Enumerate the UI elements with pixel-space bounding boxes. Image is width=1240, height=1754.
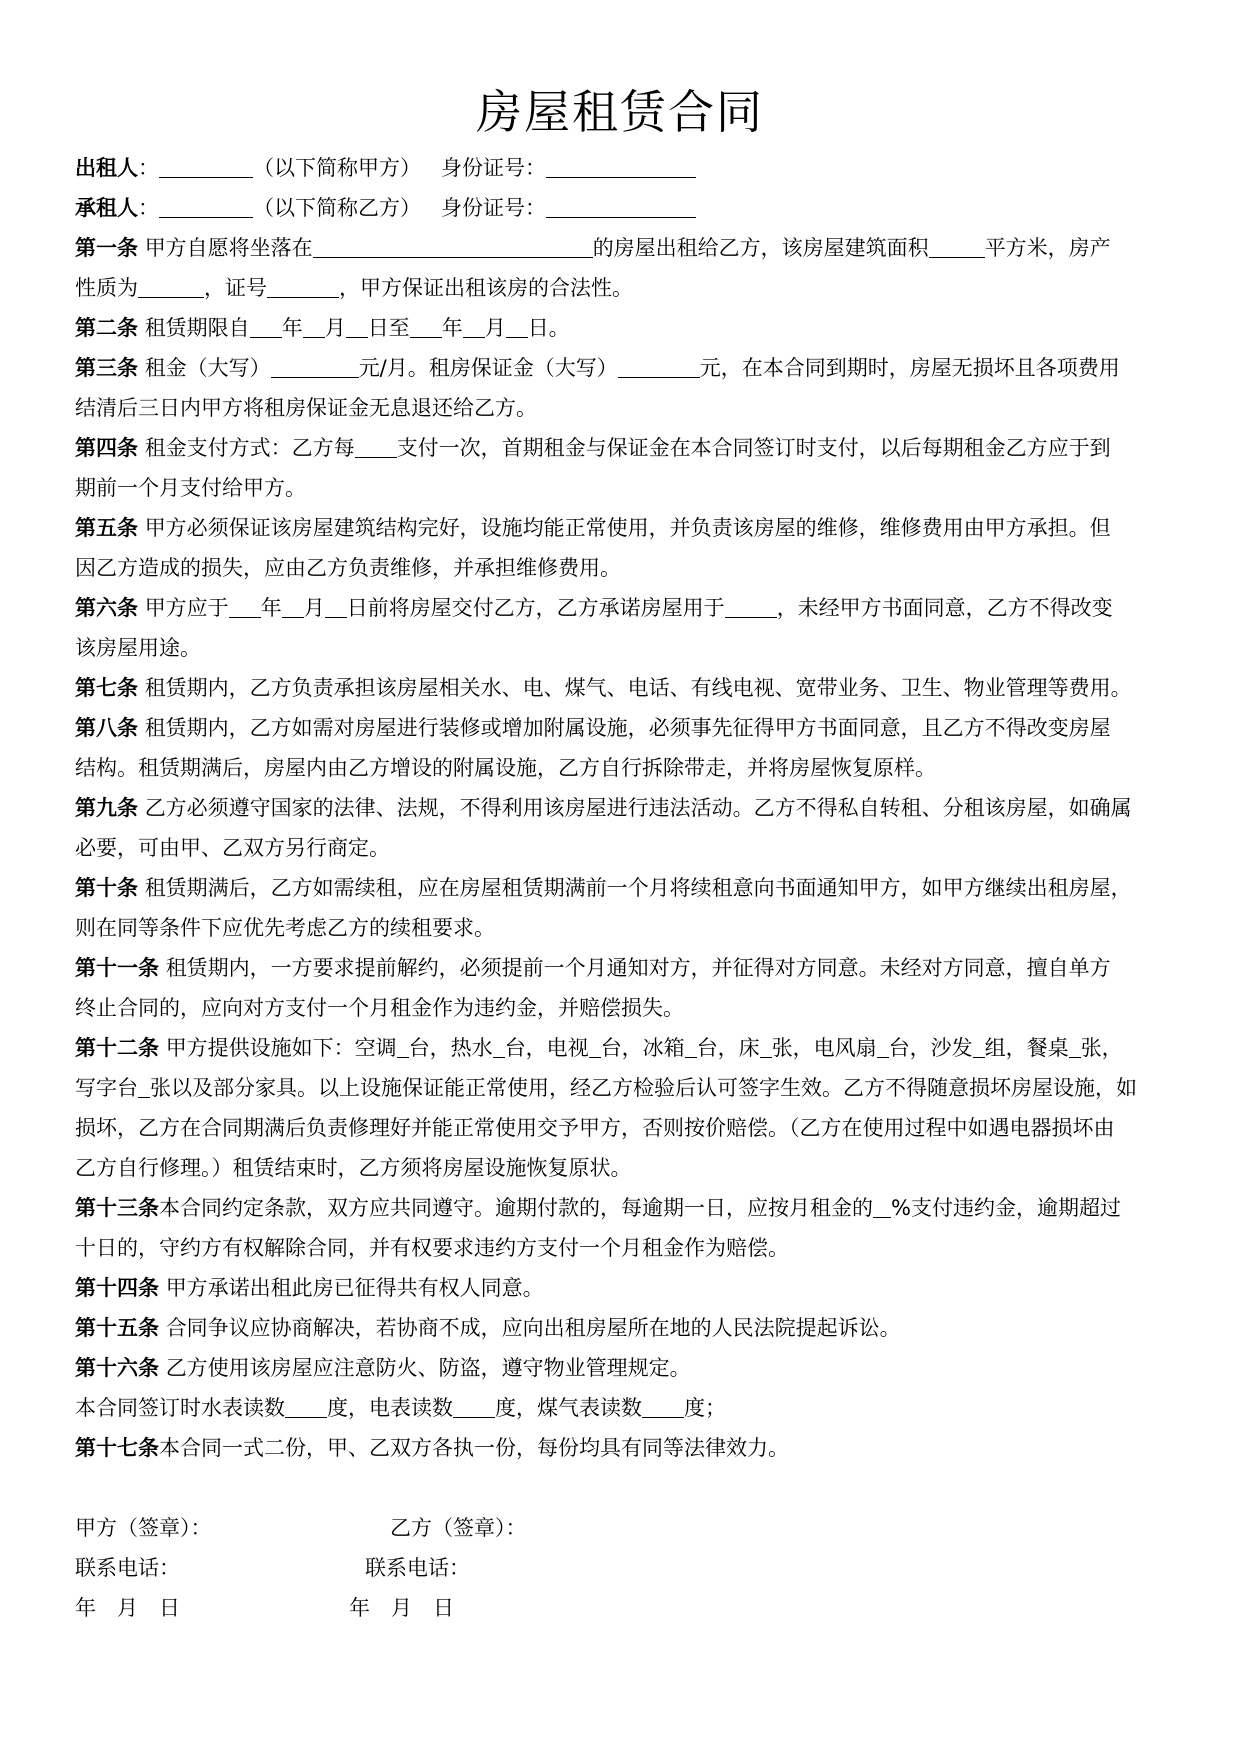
signature-row — [75, 1508, 1185, 1548]
blank — [355, 433, 397, 458]
article-16-line-1 — [75, 1348, 1185, 1388]
article-text: 甲方应于 — [144, 596, 229, 620]
article-text: 台，床 — [696, 1036, 760, 1060]
article-text: 十日的，守约方有权解除合同，并有权要求违约方支付一个月租金作为赔偿。 — [75, 1236, 789, 1260]
article-text: 乙方必须遵守国家的法律、法规，不得利用该房屋进行违法活动。乙方不得私自转租、分租该房屋，如确属 — [144, 796, 1132, 820]
article-1-line-2 — [75, 268, 1185, 308]
party-a-date: 年 月 日 — [75, 1596, 180, 1620]
lessee-id-blank — [546, 193, 696, 218]
article-text: 租金支付方式：乙方每 — [144, 436, 355, 460]
blank — [493, 1033, 505, 1058]
article-text: 损坏，乙方在合同期满后负责修理好并能正常使用交予甲方，否则按价赔偿。（乙方在使用过程中如遇电器损坏由 — [75, 1116, 1115, 1140]
article-13-line-2 — [75, 1228, 1185, 1268]
article-text: 甲方必须保证该房屋建筑结构完好，设施均能正常使用，并负责该房屋的维修，维修费用由甲方承担。但 — [144, 516, 1111, 540]
article-8-line-1 — [75, 708, 1185, 748]
blank — [685, 1033, 697, 1058]
article-10-line-1 — [75, 868, 1185, 908]
lessor-suffix: （以下简称甲方） — [253, 156, 421, 180]
article-text: 因乙方造成的损失，应由乙方负责维修，并承担维修费用。 — [75, 556, 621, 580]
blank — [973, 1033, 985, 1058]
blank — [618, 353, 700, 378]
blank — [410, 313, 442, 338]
article-text: 张以及部分家具。以上设施保证能正常使用，经乙方检验后认可签字生效。乙方不得随意损坏房屋设施，如 — [150, 1076, 1137, 1100]
article-label: 第十六条 — [75, 1356, 159, 1380]
article-label: 第十四条 — [75, 1276, 159, 1300]
article-1-line-1 — [75, 228, 1185, 268]
article-text: 租赁期内，乙方如需对房屋进行装修或增加附属设施，必须事先征得甲方书面同意，且乙方不得改变房屋 — [144, 716, 1111, 740]
article-text: 月 — [484, 316, 506, 340]
article-label: 第十条 — [75, 876, 138, 900]
article-label: 第七条 — [75, 676, 138, 700]
blank — [138, 273, 204, 298]
article-7-line-1 — [75, 668, 1185, 708]
colon: ： — [138, 196, 159, 220]
article-text: 合同争议应协商解决，若协商不成，应向出租房屋所在地的人民法院提起诉讼。 — [165, 1316, 901, 1340]
party-b-signature-label: 乙方（签章）： — [390, 1516, 527, 1540]
article-label: 第八条 — [75, 716, 138, 740]
page-title: 房屋租赁合同 — [476, 85, 764, 139]
article-text: 年 — [260, 596, 282, 620]
lessor-id-blank — [546, 153, 696, 178]
blank — [929, 233, 985, 258]
lessee-name-blank — [159, 193, 253, 218]
article-text: 元/月。租房保证金（大写） — [358, 356, 618, 380]
meter-readings-line — [75, 1388, 1185, 1428]
lessor-name-blank — [159, 153, 253, 178]
blank — [267, 273, 339, 298]
article-label: 第六条 — [75, 596, 138, 620]
party-b-phone-label: 联系电话： — [365, 1556, 470, 1580]
article-10-line-2 — [75, 908, 1185, 948]
article-text: 本合同约定条款，双方应共同遵守。逾期付款的，每逾期一日，应按月租金的 — [159, 1196, 873, 1220]
lessor-line — [75, 148, 1185, 188]
article-text: 月 — [303, 596, 325, 620]
blank — [282, 593, 304, 618]
blank — [325, 593, 347, 618]
article-text: %支付违约金，逾期超过 — [891, 1196, 1121, 1220]
article-2-line-1 — [75, 308, 1185, 348]
blank — [313, 233, 593, 258]
article-label: 第九条 — [75, 796, 138, 820]
article-4-line-1 — [75, 428, 1185, 468]
article-text: 日。 — [527, 316, 570, 340]
blank — [642, 1393, 684, 1418]
blank — [1069, 1033, 1081, 1058]
article-text: 台，冰箱 — [600, 1036, 685, 1060]
blank — [589, 1033, 601, 1058]
article-text: 租金（大写） — [144, 356, 271, 380]
blank — [138, 1073, 150, 1098]
article-5-line-1 — [75, 508, 1185, 548]
article-text: 日前将房屋交付乙方，乙方承诺房屋用于 — [346, 596, 725, 620]
article-text: 本合同一式二份，甲、乙双方各执一份，每份均具有同等法律效力。 — [159, 1436, 789, 1460]
article-9-line-2 — [75, 828, 1185, 868]
article-3-line-2 — [75, 388, 1185, 428]
spacer — [75, 1468, 1185, 1508]
article-text: 期前一个月支付给甲方。 — [75, 476, 306, 500]
article-text: 日至 — [367, 316, 410, 340]
blank — [346, 313, 368, 338]
article-12-line-4 — [75, 1148, 1185, 1188]
article-text: 的房屋出租给乙方，该房屋建筑面积 — [592, 236, 929, 260]
article-text: 元，在本合同到期时，房屋无损坏且各项费用 — [699, 356, 1120, 380]
blank — [285, 1393, 327, 1418]
article-11-line-2 — [75, 988, 1185, 1028]
article-text: ，未经甲方书面同意，乙方不得改变 — [776, 596, 1113, 620]
article-label: 第十五条 — [75, 1316, 159, 1340]
article-text: ，甲方保证出租该房的合法性。 — [339, 276, 633, 300]
meter-text: 度，电表读数 — [327, 1396, 453, 1420]
article-6-line-2 — [75, 628, 1185, 668]
article-text: 甲方承诺出租此房已征得共有权人同意。 — [165, 1276, 544, 1300]
article-label: 第五条 — [75, 516, 138, 540]
article-12-line-2 — [75, 1068, 1185, 1108]
article-8-line-2 — [75, 748, 1185, 788]
article-text: 年 — [281, 316, 303, 340]
article-text: 乙方自行修理。）租赁结束时，乙方须将房屋设施恢复原状。 — [75, 1156, 632, 1180]
article-text: 平方米，房产 — [984, 236, 1111, 260]
article-4-line-2 — [75, 468, 1185, 508]
blank — [506, 313, 528, 338]
article-17-line-1 — [75, 1428, 1185, 1468]
blank — [463, 313, 485, 338]
lessee-id-label: 身份证号： — [441, 196, 547, 220]
article-12-line-1 — [75, 1028, 1185, 1068]
blank — [250, 313, 282, 338]
article-6-line-1 — [75, 588, 1185, 628]
article-text: 终止合同的，应向对方支付一个月租金作为违约金，并赔偿损失。 — [75, 996, 684, 1020]
blank — [877, 1033, 889, 1058]
phone-row — [75, 1548, 1185, 1588]
article-text: 租赁期内，一方要求提前解约，必须提前一个月通知对方，并征得对方同意。未经对方同意，擅自单方 — [165, 956, 1111, 980]
article-text: 张，电风扇 — [771, 1036, 877, 1060]
blank — [453, 1393, 495, 1418]
meter-text: 度； — [684, 1396, 726, 1420]
lessor-id-label: 身份证号： — [441, 156, 547, 180]
article-text: 甲方提供设施如下：空调 — [165, 1036, 397, 1060]
blank — [760, 1033, 772, 1058]
article-text: 写字台 — [75, 1076, 138, 1100]
article-text: 甲方自愿将坐落在 — [144, 236, 313, 260]
article-text: 台，沙发 — [888, 1036, 973, 1060]
article-text: 支付一次，首期租金与保证金在本合同签订时支付，以后每期租金乙方应于到 — [396, 436, 1111, 460]
article-text: 结构。租赁期满后，房屋内由乙方增设的附属设施，乙方自行拆除带走，并将房屋恢复原样。 — [75, 756, 936, 780]
party-a-signature-label: 甲方（签章）： — [75, 1516, 212, 1540]
article-label: 第一条 — [75, 236, 138, 260]
article-3-line-1 — [75, 348, 1185, 388]
article-label: 第十七条 — [75, 1436, 159, 1460]
article-text: 租赁期限自 — [144, 316, 250, 340]
article-text: 年 — [441, 316, 463, 340]
article-text: 必要，可由甲、乙双方另行商定。 — [75, 836, 390, 860]
article-text: 台，热水 — [408, 1036, 493, 1060]
article-text: 该房屋用途。 — [75, 636, 201, 660]
colon: ： — [138, 156, 159, 180]
party-b-date: 年 月 日 — [349, 1596, 454, 1620]
article-label: 第四条 — [75, 436, 138, 460]
article-9-line-1 — [75, 788, 1185, 828]
article-text: 则在同等条件下应优先考虑乙方的续租要求。 — [75, 916, 495, 940]
article-13-line-1 — [75, 1188, 1185, 1228]
article-12-line-3 — [75, 1108, 1185, 1148]
lessee-suffix: （以下简称乙方） — [253, 196, 421, 220]
article-text: 乙方使用该房屋应注意防火、防盗，遵守物业管理规定。 — [165, 1356, 691, 1380]
article-text: 租赁期内，乙方负责承担该房屋相关水、电、煤气、电话、有线电视、宽带业务、卫生、物业管理等费用。 — [144, 676, 1132, 700]
lessor-label: 出租人 — [75, 156, 138, 180]
article-15-line-1 — [75, 1308, 1185, 1348]
article-text: 组，餐桌 — [984, 1036, 1069, 1060]
article-text: 张， — [1080, 1036, 1123, 1060]
article-label: 第二条 — [75, 316, 138, 340]
article-text: 租赁期满后，乙方如需续租，应在房屋租赁期满前一个月将续租意向书面通知甲方，如甲方继续出租房屋， — [144, 876, 1132, 900]
article-text: 台，电视 — [504, 1036, 589, 1060]
blank — [873, 1193, 891, 1218]
article-text: 结清后三日内甲方将租房保证金无息退还给乙方。 — [75, 396, 537, 420]
meter-text: 度，煤气表读数 — [495, 1396, 642, 1420]
lessee-line — [75, 188, 1185, 228]
article-5-line-2 — [75, 548, 1185, 588]
meter-text: 本合同签订时水表读数 — [75, 1396, 285, 1420]
article-text: 月 — [324, 316, 346, 340]
article-label: 第十二条 — [75, 1036, 159, 1060]
party-a-phone-label: 联系电话： — [75, 1556, 180, 1580]
article-11-line-1 — [75, 948, 1185, 988]
contract-body — [75, 148, 1185, 1628]
article-label: 第十一条 — [75, 956, 159, 980]
article-label: 第十三条 — [75, 1196, 159, 1220]
article-14-line-1 — [75, 1268, 1185, 1308]
article-text: ，证号 — [204, 276, 267, 300]
article-label: 第三条 — [75, 356, 138, 380]
article-text: 性质为 — [75, 276, 138, 300]
blank — [271, 353, 359, 378]
blank — [303, 313, 325, 338]
lessee-label: 承租人 — [75, 196, 138, 220]
blank — [397, 1033, 409, 1058]
blank — [725, 593, 777, 618]
date-row — [75, 1588, 1185, 1628]
blank — [229, 593, 261, 618]
